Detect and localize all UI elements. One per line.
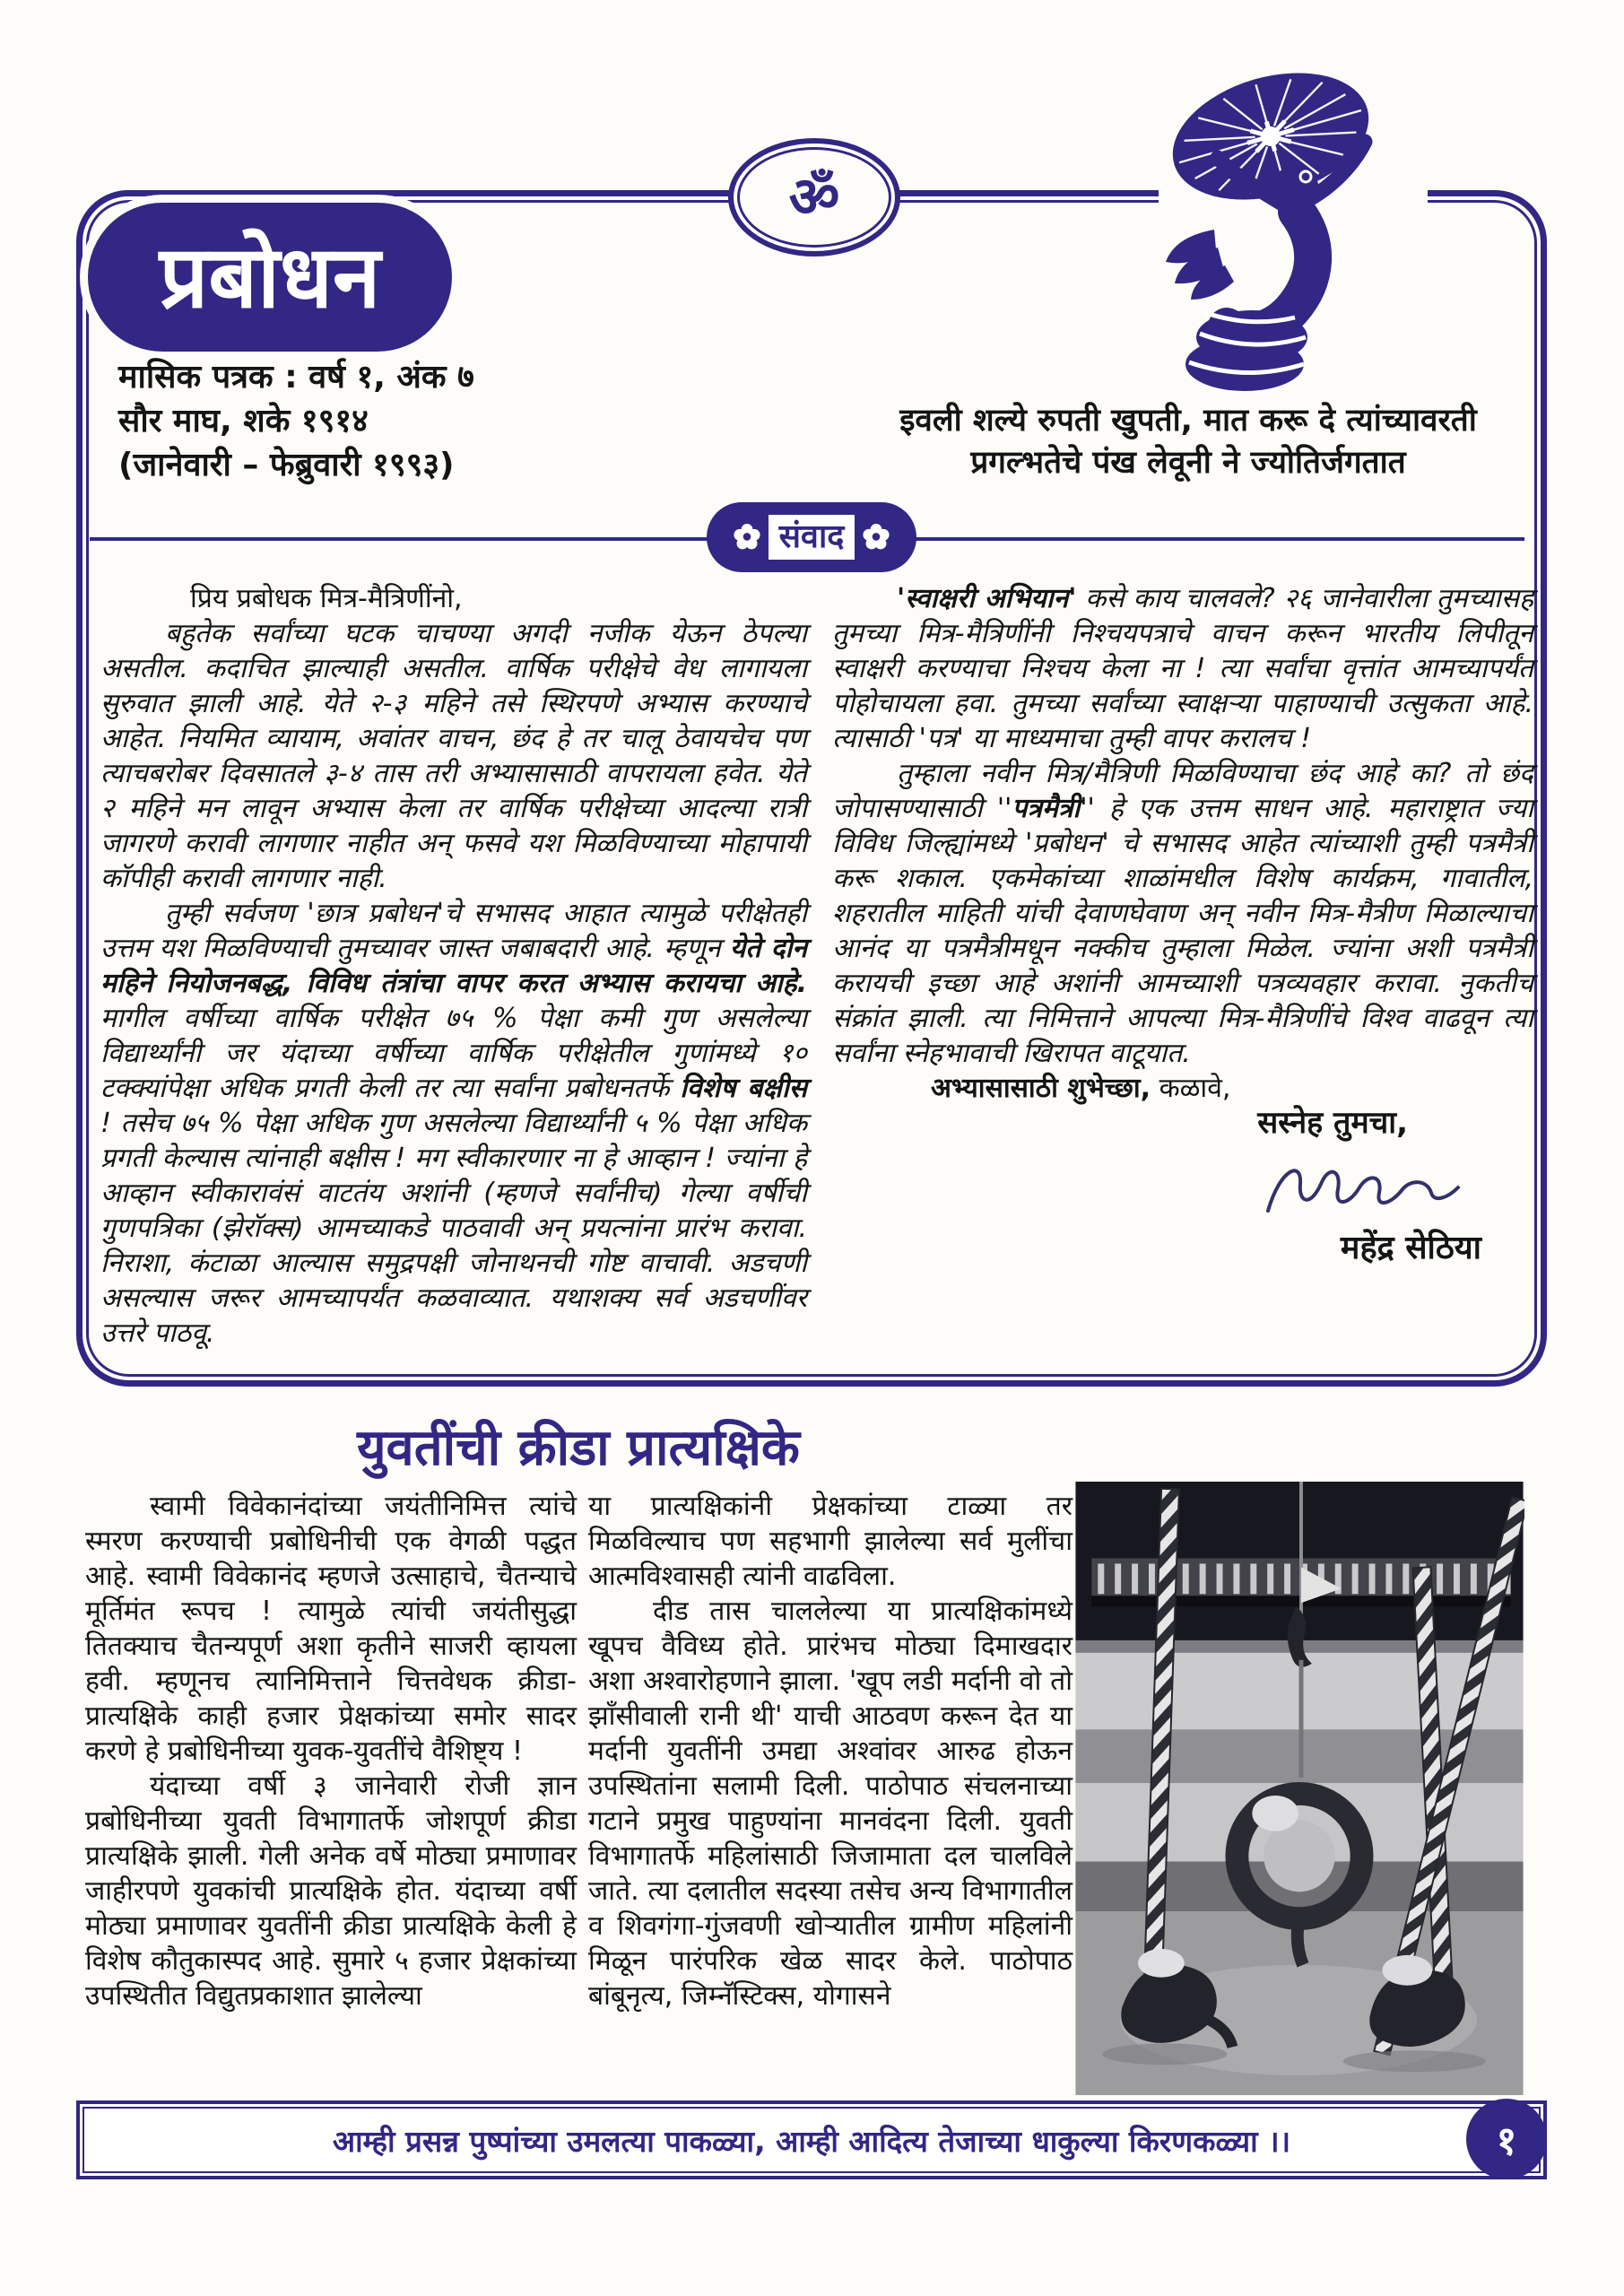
letter-paragraph-3-run: कसे काय चालवले? २६ जानेवारीला तुमच्यासह तुमच्या मित्र-मैत्रिणींनी निश्चयपत्राचे वाचन करून भारतीय लिपीतून स्वाक्षरी करण्याचा निश्चय केला ना ! त्या सर्वांचा वृत्तांत आमच्यापर्यंत पोहोचायला हवा. तुमच्या सर्वांच्या स्वाक्षऱ्या पाहाण्याची उत्सुकता आहे. त्यासाठी 'पत्र' या माध्यमाचा तुम्ही वापर करालच ! xyxy=(832,583,1533,754)
article-col1-paragraph-2: यंदाच्या वर्षी ३ जानेवारी रोजी ज्ञान प्रबोधिनीच्या युवती विभागातर्फे जोशपूर्ण क्रीडा प्रात्यक्षिके झाली. गेली अनेक वर्षे मोठ्या प्रमाणावर जाहीरपणे युवकांची प्रात्यक्षिके होत. यंदाच्या वर्षी मोठ्या प्रमाणावर युवतींनी क्रीडा प्रात्यक्षिके केली हे विशेष कौतुकास्पद आहे. सुमारे ५ हजार प्रेक्षकांच्या उपस्थितीत विद्युतप्रकाशात झालेल्या xyxy=(85,1770,577,2012)
article-column-2 xyxy=(588,1489,1073,2013)
issue-line-2: सौर माघ, शके १९१४ xyxy=(118,403,369,439)
letter-closing-bold-run: अभ्यासासाठी शुभेच्छा, xyxy=(931,1073,1151,1104)
page-number: १ xyxy=(1496,2118,1517,2164)
footer-motto: आम्ही प्रसन्न पुष्पांच्या उमलत्या पाकळ्या, आम्ही आदित्य तेजाच्या धाकुल्या किरणकळ्या ।। xyxy=(332,2123,1291,2159)
article-col2-paragraph-1: या प्रात्यक्षिकांनी प्रेक्षकांच्या टाळ्या तर मिळविल्याच पण सहभागी झालेल्या सर्व मुलींचा आत्मविश्वासही त्यांनी वाढविला. xyxy=(588,1491,1073,1592)
letter-closing xyxy=(832,1071,1533,1106)
letter-paragraph-3-bold-run: 'स्वाक्षरी अभियान' xyxy=(897,583,1077,614)
om-icon: ॐ xyxy=(788,164,840,230)
article-col2-paragraph-2: दीड तास चाललेल्या या प्रात्यक्षिकांमध्ये खूपच वैविध्य होते. प्रारंभच मोठ्या दिमाखदार अशा अश्वारोहणाने झाला. 'खूप लडी मर्दानी वो तो झाँसीवाली रानी थी' याची आठवण करून देत या मर्दानी युवतींनी उमद्या अश्वांवर आरुढ होऊन उपस्थितांना सलामी दिली. पाठोपाठ संचलनाच्या गटाने प्रमुख पाहुण्यांना मानवंदना दिली. युवती विभागातर्फे महिलांसाठी जिजामाता दल चालविले जाते. त्या दलातील सदस्या तसेच अन्य विभागातील व शिवगंगा-गुंजवणी खोऱ्यातील ग्रामीण महिलांनी मिळून पारंपरिक खेळ सादर केले. पाठोपाठ बांबूनृत्य, जिम्नॅस्टिक्स, योगासने xyxy=(588,1596,1073,2012)
signatory-name: महेंद्र सेठिया xyxy=(1340,1230,1481,1266)
masthead-title-pill xyxy=(88,203,452,352)
letter-paragraph-1: बहुतेक सर्वांच्या घटक चाचण्या अगदी नजीक येऊन ठेपल्या असतील. कदाचित झाल्याही असतील. वार्षिक परीक्षेचे वेध लागायला सुरुवात झाली आहे. येते २-३ महिने तसे स्थिरपणे अभ्यास करण्याचे आहेत. नियमित व्यायाम, अवांतर वाचन, छंद हे तर चालू ठेवायचेच पण त्याचबरोबर दिवसातले ३-४ तास तरी अभ्यासासाठी वापरायला हवेत. येते २ महिने मन लावून अभ्यास केला तर वार्षिक परीक्षेच्या आदल्या रात्री जागरणे करावी लागणार नाहीत अन् फसवे यश मिळविण्याच्या मोहापायी कॉपीही करावी लागणार नाही. xyxy=(100,618,807,894)
article-column-1 xyxy=(85,1489,577,2013)
flower-right-icon xyxy=(863,524,890,551)
article-col1-paragraph-1: स्वामी विवेकानंदांच्या जयंतीनिमित्त त्यांचे स्मरण करण्याची प्रबोधिनीची एक वेगळी पद्धत आहे. स्वामी विवेकानंद म्हणजे उत्साहाचे, चैतन्याचे मूर्तिमंत रूपच ! त्यामुळे त्यांची जयंतीसुद्धा तितक्याच चैतन्यपूर्ण अशा कृतीने साजरी व्हायला हवी. म्हणूनच त्यानिमित्ताने चित्तवेधक क्रीडा-प्रात्यक्षिके काही हजार प्रेक्षकांच्या समोर सादर करणे हे प्रबोधिनीच्या युवक-युवतींचे वैशिष्ट्य ! xyxy=(85,1491,577,1767)
issue-line-3: (जानेवारी – फेब्रुवारी १९९३) xyxy=(118,447,455,483)
letter-paragraph-4 xyxy=(832,756,1533,1071)
issue-line-1: मासिक पत्रक : वर्ष १, अंक ७ xyxy=(118,359,474,396)
letter-paragraph-3 xyxy=(832,581,1533,756)
letter-signoff: सस्नेह तुमचा, xyxy=(1257,1105,1408,1141)
page-number-badge xyxy=(1466,2099,1547,2179)
verse-line-2: प्रगल्भतेचे पंख लेवूनी ने ज्योतिर्जगतात xyxy=(970,445,1406,481)
article-heading: युवतींची क्रीडा प्रात्यक्षिके xyxy=(357,1419,800,1477)
letter-paragraph-4-run: तुम्हाला नवीन मित्र/मैत्रिणी मिळविण्याचा छंद आहे का? तो छंद जोपासण्यासाठी '' xyxy=(832,758,1533,824)
section-badge-label: संवाद xyxy=(769,515,855,559)
letter-paragraph-2-run: ! तसेच ७५ % पेक्षा अधिक गुण असलेल्या विद्यार्थ्यांनी ५ % पेक्षा अधिक प्रगती केल्यास त्यांनाही बक्षीस ! मग स्वीकारणार ना हे आव्हान ! ज्यांना हे आव्हान स्वीकारावंसं वाटतंय अशांनी (म्हणजे सर्वांनीच) गेल्या वर्षीची गुणपत्रिका (झेरॉक्स) आमच्याकडे पाठवावी अन् प्रयत्नांना प्रारंभ करावा. निराशा, कंटाळा आल्यास समुद्रपक्षी जोनाथनची गोष्ट वाचावी. अडचणी असल्यास जरूर आमच्यापर्यंत कळवाव्यात. यथाशक्य सर्व अडचणींवर उत्तरे पाठवू. xyxy=(100,1108,807,1349)
om-badge xyxy=(728,138,900,257)
letter-paragraph-2-run: मागील वर्षीच्या वार्षिक परीक्षेत ७५ % पेक्षा कमी गुण असलेल्या विद्यार्थ्यांनी जर यंदाच्या वर्षीच्या वार्षिक परीक्षेतील गुणांमध्ये १० टक्क्यांपेक्षा अधिक प्रगती केली तर त्या सर्वांना प्रबोधनतर्फे xyxy=(100,1003,807,1104)
page-title: प्रबोधन xyxy=(159,227,381,327)
verse-line-1: इवली शल्ये रुपती खुपती, मात करू दे त्यांच्यावरती xyxy=(899,403,1477,439)
gymnastics-photo xyxy=(1074,1482,1524,2095)
letter-paragraph-2 xyxy=(100,896,807,1351)
letter-salutation: प्रिय प्रबोधक मित्र-मैत्रिणींनो, xyxy=(190,583,463,614)
signature-icon xyxy=(1255,1148,1471,1231)
letter-paragraph-2-bold-run: येते दोन महिने नियोजनबद्ध, विविध तंत्रांचा वापर करत अभ्यास करायचा आहे. xyxy=(100,933,807,999)
letter-paragraph-2-run: तुम्ही सर्वजण 'छात्र प्रबोधन'चे सभासद आहात त्यामुळे परीक्षेतही उत्तम यश मिळविण्याची तुमच्यावर जास्त जबाबदारी आहे. म्हणून xyxy=(100,898,807,964)
letter-paragraph-4-run: '' हे एक उत्तम साधन आहे. महाराष्ट्रात ज्या विविध जिल्ह्यांमध्ये 'प्रबोधन' चे सभासद आहेत त्यांच्याशी तुम्ही पत्रमैत्री करू शकाल. एकमेकांच्या शाळांमधील विशेष कार्यक्रम, गावातील, शहरातील माहिती यांची देवाणघेवाण अन् नवीन मित्र-मैत्रीण मिळाल्याचा आनंद या पत्रमैत्रीमधून नक्कीच तुम्हाला मिळेल. ज्यांना अशी पत्रमैत्री करायची इच्छा आहे अशांनी आमच्याशी पत्रव्यवहार करावा. नुकतीच संक्रांत झाली. त्या निमित्ताने आपल्या मित्र-मैत्रिणींचे विश्व वाढवून त्या सर्वांना स्नेहभावाची खिरापत वाटूयात. xyxy=(832,793,1534,1069)
letter-closing-run: कळावे, xyxy=(1151,1073,1231,1104)
letter-paragraph-4-bold-run: पत्रमैत्री xyxy=(1012,793,1081,824)
letter-right-column xyxy=(832,581,1533,1265)
issue-info xyxy=(118,355,656,487)
section-badge xyxy=(707,502,916,572)
footer-motto-box xyxy=(76,2100,1547,2179)
om-badge-inner-ring xyxy=(737,147,891,248)
prabodhan-logo-icon xyxy=(1159,54,1428,395)
flower-left-icon xyxy=(734,524,760,551)
letter-left-column xyxy=(100,581,807,1351)
masthead-verse xyxy=(834,400,1542,484)
letter-paragraph-2-bold-run: विशेष बक्षीस xyxy=(680,1073,807,1104)
